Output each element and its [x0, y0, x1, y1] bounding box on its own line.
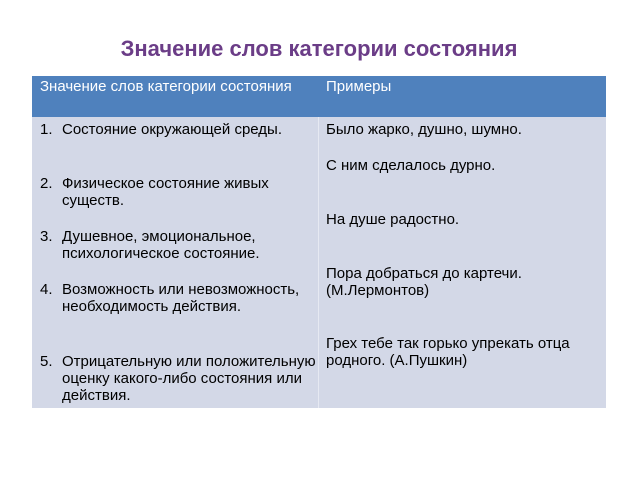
example-text: Пора добраться до картечи. (М.Лермонтов)	[326, 265, 522, 299]
page-title: Значение слов категории состояния	[120, 36, 518, 61]
example-text: Грех тебе так горько упрекать отца родного. (А.Пушкин)	[326, 335, 570, 369]
example-text: Было жарко, душно, шумно.	[326, 121, 522, 138]
header-examples: Примеры	[326, 78, 392, 95]
list-text: Физическое состояние живых существ.	[62, 175, 269, 209]
header-meaning: Значение слов категории состояния	[40, 78, 292, 95]
meanings-column	[32, 117, 318, 408]
list-number: 2.	[40, 175, 53, 192]
list-text: Душевное, эмоциональное, психологическое состояние.	[62, 228, 260, 262]
list-number: 3.	[40, 228, 53, 245]
list-text: Отрицательную или положительную оценку какого-либо состояния или действия.	[62, 353, 316, 404]
table-header	[32, 76, 606, 117]
meaning-table	[32, 76, 606, 408]
list-number: 4.	[40, 281, 53, 298]
example-text: На душе радостно.	[326, 211, 460, 228]
list-text: Состояние окружающей среды.	[62, 121, 283, 138]
list-number: 5.	[40, 353, 53, 370]
example-text: С ним сделалось дурно.	[326, 157, 496, 174]
list-number: 1.	[40, 121, 53, 138]
examples-column	[318, 117, 606, 408]
list-text: Возможность или невозможность, необходимость действия.	[62, 281, 300, 315]
